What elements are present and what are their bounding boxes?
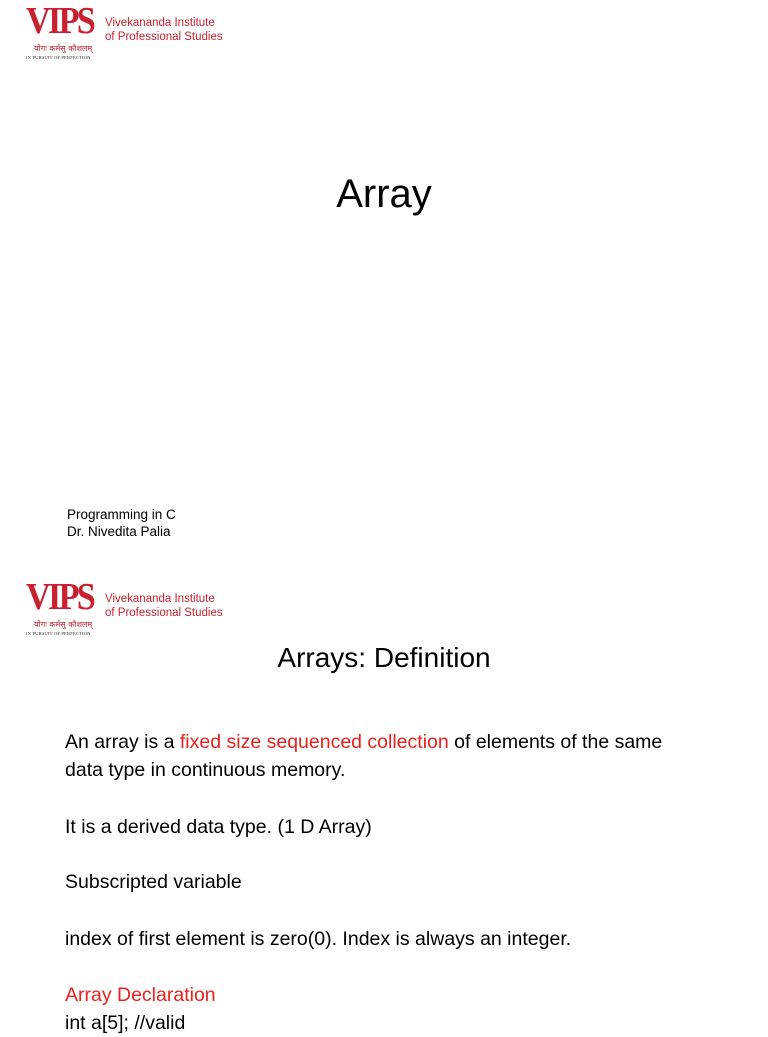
slide-title-heading: Array <box>336 172 432 216</box>
declaration-heading: Array Declaration <box>65 984 216 1006</box>
definition-prefix: An array is a <box>65 731 180 753</box>
vips-logo-mark <box>26 576 96 636</box>
definition-suffix: of elements of the same data type in continuous memory. <box>65 731 663 781</box>
course-name: Programming in C <box>67 507 176 522</box>
slide-heading: Arrays: Definition <box>277 642 491 673</box>
vips-logo <box>26 0 246 62</box>
index-line: index of first element is zero(0). Index is always an integer. <box>65 928 572 950</box>
declaration-code: int a[5]; //valid <box>65 1012 186 1034</box>
institute-name <box>105 16 223 44</box>
derived-type-line: It is a derived data type. (1 D Array) <box>65 816 372 838</box>
course-info <box>67 506 176 540</box>
institute-name <box>105 592 223 620</box>
logo-motto: योगः कर्मसु कौशलम् <box>34 620 93 629</box>
institute-line-1: Vivekananda Institute <box>105 593 215 605</box>
logo-wordmark: VIPS <box>26 0 94 42</box>
logo-tagline: IN PURSUIT OF PERFECTION <box>26 55 91 60</box>
institute-line-2: of Professional Studies <box>105 607 223 619</box>
institute-line-1: Vivekananda Institute <box>105 17 215 29</box>
logo-motto: योगः कर्मसु कौशलम् <box>34 44 93 53</box>
institute-line-2: of Professional Studies <box>105 31 223 43</box>
author-name: Dr. Nivedita Palia <box>67 524 171 539</box>
slide-definition <box>0 576 768 1034</box>
subscripted-line: Subscripted variable <box>65 871 242 893</box>
vips-logo <box>26 576 246 638</box>
definition-highlight: fixed size sequenced collection <box>179 731 449 753</box>
definition-paragraph <box>65 728 705 784</box>
logo-wordmark: VIPS <box>26 576 94 618</box>
logo-tagline: IN PURSUIT OF PERFECTION <box>26 631 91 636</box>
vips-logo-mark <box>26 0 96 60</box>
